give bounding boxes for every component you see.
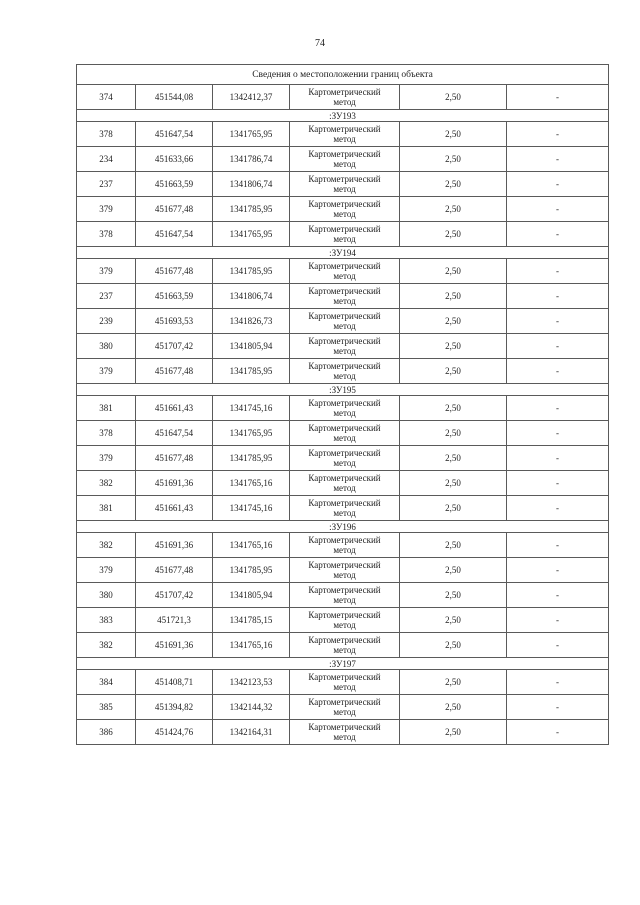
method-line1: Картометрический bbox=[308, 224, 381, 234]
note-cell: - bbox=[507, 359, 609, 384]
method-line1: Картометрический bbox=[308, 149, 381, 159]
table-row bbox=[77, 309, 609, 334]
section-row bbox=[77, 658, 609, 670]
point-cell: 378 bbox=[77, 222, 136, 247]
table-row bbox=[77, 670, 609, 695]
note-cell: - bbox=[507, 172, 609, 197]
y-coordinate-cell: 1341806,74 bbox=[213, 172, 290, 197]
method-line1: Картометрический bbox=[308, 672, 381, 682]
point-cell: 382 bbox=[77, 533, 136, 558]
note-cell: - bbox=[507, 147, 609, 172]
point-cell: 386 bbox=[77, 720, 136, 745]
note-cell: - bbox=[507, 720, 609, 745]
x-coordinate-cell: 451647,54 bbox=[136, 222, 213, 247]
method-cell bbox=[290, 359, 400, 384]
x-coordinate-cell: 451677,48 bbox=[136, 446, 213, 471]
point-cell: 380 bbox=[77, 583, 136, 608]
x-coordinate-cell: 451663,59 bbox=[136, 284, 213, 309]
accuracy-cell: 2,50 bbox=[400, 633, 507, 658]
method-line2: метод bbox=[333, 433, 356, 443]
method-line1: Картометрический bbox=[308, 535, 381, 545]
method-line2: метод bbox=[333, 707, 356, 717]
method-line1: Картометрический bbox=[308, 311, 381, 321]
method-line1: Картометрический bbox=[308, 722, 381, 732]
accuracy-cell: 2,50 bbox=[400, 259, 507, 284]
y-coordinate-cell: 1341785,95 bbox=[213, 359, 290, 384]
point-cell: 380 bbox=[77, 334, 136, 359]
method-line1: Картометрический bbox=[308, 286, 381, 296]
y-coordinate-cell: 1342123,53 bbox=[213, 670, 290, 695]
note-cell: - bbox=[507, 695, 609, 720]
table-title: Сведения о местоположении границ объекта bbox=[77, 65, 609, 85]
accuracy-cell: 2,50 bbox=[400, 421, 507, 446]
accuracy-cell: 2,50 bbox=[400, 496, 507, 521]
method-cell bbox=[290, 496, 400, 521]
method-line1: Картометрический bbox=[308, 261, 381, 271]
section-label: :ЗУ195 bbox=[77, 384, 609, 396]
table-row bbox=[77, 608, 609, 633]
method-line2: метод bbox=[333, 483, 356, 493]
boundary-coordinates-table bbox=[76, 64, 609, 745]
table-row bbox=[77, 334, 609, 359]
y-coordinate-cell: 1341785,95 bbox=[213, 446, 290, 471]
table-row bbox=[77, 533, 609, 558]
method-line1: Картометрический bbox=[308, 585, 381, 595]
note-cell: - bbox=[507, 496, 609, 521]
note-cell: - bbox=[507, 222, 609, 247]
accuracy-cell: 2,50 bbox=[400, 197, 507, 222]
section-row bbox=[77, 110, 609, 122]
y-coordinate-cell: 1341826,73 bbox=[213, 309, 290, 334]
point-cell: 379 bbox=[77, 197, 136, 222]
x-coordinate-cell: 451721,3 bbox=[136, 608, 213, 633]
y-coordinate-cell: 1341765,16 bbox=[213, 471, 290, 496]
accuracy-cell: 2,50 bbox=[400, 147, 507, 172]
note-cell: - bbox=[507, 670, 609, 695]
note-cell: - bbox=[507, 583, 609, 608]
method-line1: Картометрический bbox=[308, 423, 381, 433]
y-coordinate-cell: 1341805,94 bbox=[213, 334, 290, 359]
method-cell bbox=[290, 421, 400, 446]
method-line1: Картометрический bbox=[308, 199, 381, 209]
method-line1: Картометрический bbox=[308, 560, 381, 570]
method-line2: метод bbox=[333, 271, 356, 281]
method-line2: метод bbox=[333, 508, 356, 518]
note-cell: - bbox=[507, 259, 609, 284]
page-number: 74 bbox=[315, 38, 325, 49]
x-coordinate-cell: 451693,53 bbox=[136, 309, 213, 334]
note-cell: - bbox=[507, 122, 609, 147]
point-cell: 383 bbox=[77, 608, 136, 633]
x-coordinate-cell: 451677,48 bbox=[136, 197, 213, 222]
accuracy-cell: 2,50 bbox=[400, 583, 507, 608]
point-cell: 379 bbox=[77, 558, 136, 583]
method-cell bbox=[290, 147, 400, 172]
note-cell: - bbox=[507, 471, 609, 496]
note-cell: - bbox=[507, 197, 609, 222]
y-coordinate-cell: 1341785,95 bbox=[213, 558, 290, 583]
method-line2: метод bbox=[333, 620, 356, 630]
note-cell: - bbox=[507, 85, 609, 110]
method-cell bbox=[290, 670, 400, 695]
method-line2: метод bbox=[333, 296, 356, 306]
method-cell bbox=[290, 259, 400, 284]
method-line1: Картометрический bbox=[308, 124, 381, 134]
method-cell bbox=[290, 608, 400, 633]
accuracy-cell: 2,50 bbox=[400, 533, 507, 558]
method-cell bbox=[290, 222, 400, 247]
note-cell: - bbox=[507, 446, 609, 471]
table-row bbox=[77, 222, 609, 247]
x-coordinate-cell: 451691,36 bbox=[136, 633, 213, 658]
y-coordinate-cell: 1341806,74 bbox=[213, 284, 290, 309]
method-line2: метод bbox=[333, 408, 356, 418]
method-line1: Картометрический bbox=[308, 361, 381, 371]
section-label: :ЗУ193 bbox=[77, 110, 609, 122]
point-cell: 378 bbox=[77, 122, 136, 147]
point-cell: 382 bbox=[77, 471, 136, 496]
method-cell bbox=[290, 197, 400, 222]
note-cell: - bbox=[507, 396, 609, 421]
method-cell bbox=[290, 695, 400, 720]
x-coordinate-cell: 451661,43 bbox=[136, 496, 213, 521]
point-cell: 237 bbox=[77, 172, 136, 197]
x-coordinate-cell: 451424,76 bbox=[136, 720, 213, 745]
note-cell: - bbox=[507, 533, 609, 558]
note-cell: - bbox=[507, 284, 609, 309]
table-row bbox=[77, 85, 609, 110]
point-cell: 378 bbox=[77, 421, 136, 446]
table-row bbox=[77, 558, 609, 583]
x-coordinate-cell: 451661,43 bbox=[136, 396, 213, 421]
method-line2: метод bbox=[333, 234, 356, 244]
method-cell bbox=[290, 446, 400, 471]
method-line2: метод bbox=[333, 371, 356, 381]
method-cell bbox=[290, 633, 400, 658]
table-row bbox=[77, 633, 609, 658]
method-cell bbox=[290, 85, 400, 110]
method-line1: Картометрический bbox=[308, 610, 381, 620]
method-cell bbox=[290, 583, 400, 608]
y-coordinate-cell: 1341786,74 bbox=[213, 147, 290, 172]
accuracy-cell: 2,50 bbox=[400, 359, 507, 384]
x-coordinate-cell: 451691,36 bbox=[136, 471, 213, 496]
point-cell: 382 bbox=[77, 633, 136, 658]
note-cell: - bbox=[507, 608, 609, 633]
x-coordinate-cell: 451691,36 bbox=[136, 533, 213, 558]
method-line1: Картометрический bbox=[308, 473, 381, 483]
method-line2: метод bbox=[333, 645, 356, 655]
method-cell bbox=[290, 720, 400, 745]
y-coordinate-cell: 1341785,95 bbox=[213, 197, 290, 222]
method-line1: Картометрический bbox=[308, 498, 381, 508]
method-line2: метод bbox=[333, 458, 356, 468]
method-line2: метод bbox=[333, 595, 356, 605]
section-label: :ЗУ197 bbox=[77, 658, 609, 670]
x-coordinate-cell: 451707,42 bbox=[136, 334, 213, 359]
point-cell: 379 bbox=[77, 446, 136, 471]
point-cell: 374 bbox=[77, 85, 136, 110]
method-line2: метод bbox=[333, 134, 356, 144]
note-cell: - bbox=[507, 309, 609, 334]
table-row bbox=[77, 122, 609, 147]
accuracy-cell: 2,50 bbox=[400, 446, 507, 471]
accuracy-cell: 2,50 bbox=[400, 172, 507, 197]
y-coordinate-cell: 1341745,16 bbox=[213, 396, 290, 421]
table-row bbox=[77, 471, 609, 496]
method-line2: метод bbox=[333, 159, 356, 169]
method-line1: Картометрический bbox=[308, 697, 381, 707]
method-line2: метод bbox=[333, 682, 356, 692]
note-cell: - bbox=[507, 334, 609, 359]
method-line1: Картометрический bbox=[308, 635, 381, 645]
y-coordinate-cell: 1342164,31 bbox=[213, 720, 290, 745]
accuracy-cell: 2,50 bbox=[400, 85, 507, 110]
point-cell: 379 bbox=[77, 359, 136, 384]
accuracy-cell: 2,50 bbox=[400, 558, 507, 583]
x-coordinate-cell: 451677,48 bbox=[136, 259, 213, 284]
x-coordinate-cell: 451647,54 bbox=[136, 421, 213, 446]
x-coordinate-cell: 451677,48 bbox=[136, 359, 213, 384]
y-coordinate-cell: 1341805,94 bbox=[213, 583, 290, 608]
accuracy-cell: 2,50 bbox=[400, 396, 507, 421]
method-cell bbox=[290, 284, 400, 309]
point-cell: 379 bbox=[77, 259, 136, 284]
method-line2: метод bbox=[333, 184, 356, 194]
method-line1: Картометрический bbox=[308, 336, 381, 346]
method-line1: Картометрический bbox=[308, 87, 381, 97]
y-coordinate-cell: 1341785,95 bbox=[213, 259, 290, 284]
x-coordinate-cell: 451394,82 bbox=[136, 695, 213, 720]
table-row bbox=[77, 496, 609, 521]
method-line2: метод bbox=[333, 346, 356, 356]
table-row bbox=[77, 172, 609, 197]
table-row bbox=[77, 396, 609, 421]
y-coordinate-cell: 1341765,16 bbox=[213, 633, 290, 658]
method-line2: метод bbox=[333, 97, 356, 107]
point-cell: 237 bbox=[77, 284, 136, 309]
section-row bbox=[77, 247, 609, 259]
method-cell bbox=[290, 122, 400, 147]
method-cell bbox=[290, 396, 400, 421]
method-cell bbox=[290, 558, 400, 583]
point-cell: 381 bbox=[77, 396, 136, 421]
method-line1: Картометрический bbox=[308, 448, 381, 458]
method-cell bbox=[290, 533, 400, 558]
accuracy-cell: 2,50 bbox=[400, 695, 507, 720]
accuracy-cell: 2,50 bbox=[400, 309, 507, 334]
accuracy-cell: 2,50 bbox=[400, 284, 507, 309]
point-cell: 381 bbox=[77, 496, 136, 521]
y-coordinate-cell: 1341765,95 bbox=[213, 421, 290, 446]
table-title-row bbox=[77, 65, 609, 85]
point-cell: 384 bbox=[77, 670, 136, 695]
y-coordinate-cell: 1341765,95 bbox=[213, 122, 290, 147]
table-row bbox=[77, 695, 609, 720]
table-row bbox=[77, 284, 609, 309]
method-line2: метод bbox=[333, 545, 356, 555]
x-coordinate-cell: 451647,54 bbox=[136, 122, 213, 147]
y-coordinate-cell: 1341785,15 bbox=[213, 608, 290, 633]
x-coordinate-cell: 451677,48 bbox=[136, 558, 213, 583]
table-row bbox=[77, 147, 609, 172]
y-coordinate-cell: 1342144,32 bbox=[213, 695, 290, 720]
y-coordinate-cell: 1341765,95 bbox=[213, 222, 290, 247]
section-label: :ЗУ194 bbox=[77, 247, 609, 259]
accuracy-cell: 2,50 bbox=[400, 334, 507, 359]
note-cell: - bbox=[507, 633, 609, 658]
method-line2: метод bbox=[333, 570, 356, 580]
method-line1: Картометрический bbox=[308, 174, 381, 184]
x-coordinate-cell: 451663,59 bbox=[136, 172, 213, 197]
accuracy-cell: 2,50 bbox=[400, 222, 507, 247]
x-coordinate-cell: 451544,08 bbox=[136, 85, 213, 110]
method-cell bbox=[290, 334, 400, 359]
x-coordinate-cell: 451408,71 bbox=[136, 670, 213, 695]
x-coordinate-cell: 451633,66 bbox=[136, 147, 213, 172]
method-line2: метод bbox=[333, 209, 356, 219]
table-row bbox=[77, 259, 609, 284]
method-cell bbox=[290, 471, 400, 496]
y-coordinate-cell: 1341765,16 bbox=[213, 533, 290, 558]
y-coordinate-cell: 1341745,16 bbox=[213, 496, 290, 521]
method-line2: метод bbox=[333, 732, 356, 742]
x-coordinate-cell: 451707,42 bbox=[136, 583, 213, 608]
note-cell: - bbox=[507, 558, 609, 583]
accuracy-cell: 2,50 bbox=[400, 670, 507, 695]
method-line2: метод bbox=[333, 321, 356, 331]
y-coordinate-cell: 1342412,37 bbox=[213, 85, 290, 110]
accuracy-cell: 2,50 bbox=[400, 122, 507, 147]
accuracy-cell: 2,50 bbox=[400, 720, 507, 745]
method-cell bbox=[290, 309, 400, 334]
accuracy-cell: 2,50 bbox=[400, 471, 507, 496]
section-row bbox=[77, 384, 609, 396]
table-row bbox=[77, 197, 609, 222]
method-line1: Картометрический bbox=[308, 398, 381, 408]
method-cell bbox=[290, 172, 400, 197]
table-row bbox=[77, 583, 609, 608]
section-row bbox=[77, 521, 609, 533]
table-row bbox=[77, 421, 609, 446]
section-label: :ЗУ196 bbox=[77, 521, 609, 533]
table-row bbox=[77, 446, 609, 471]
table-row bbox=[77, 720, 609, 745]
point-cell: 234 bbox=[77, 147, 136, 172]
point-cell: 239 bbox=[77, 309, 136, 334]
point-cell: 385 bbox=[77, 695, 136, 720]
table-row bbox=[77, 359, 609, 384]
accuracy-cell: 2,50 bbox=[400, 608, 507, 633]
note-cell: - bbox=[507, 421, 609, 446]
